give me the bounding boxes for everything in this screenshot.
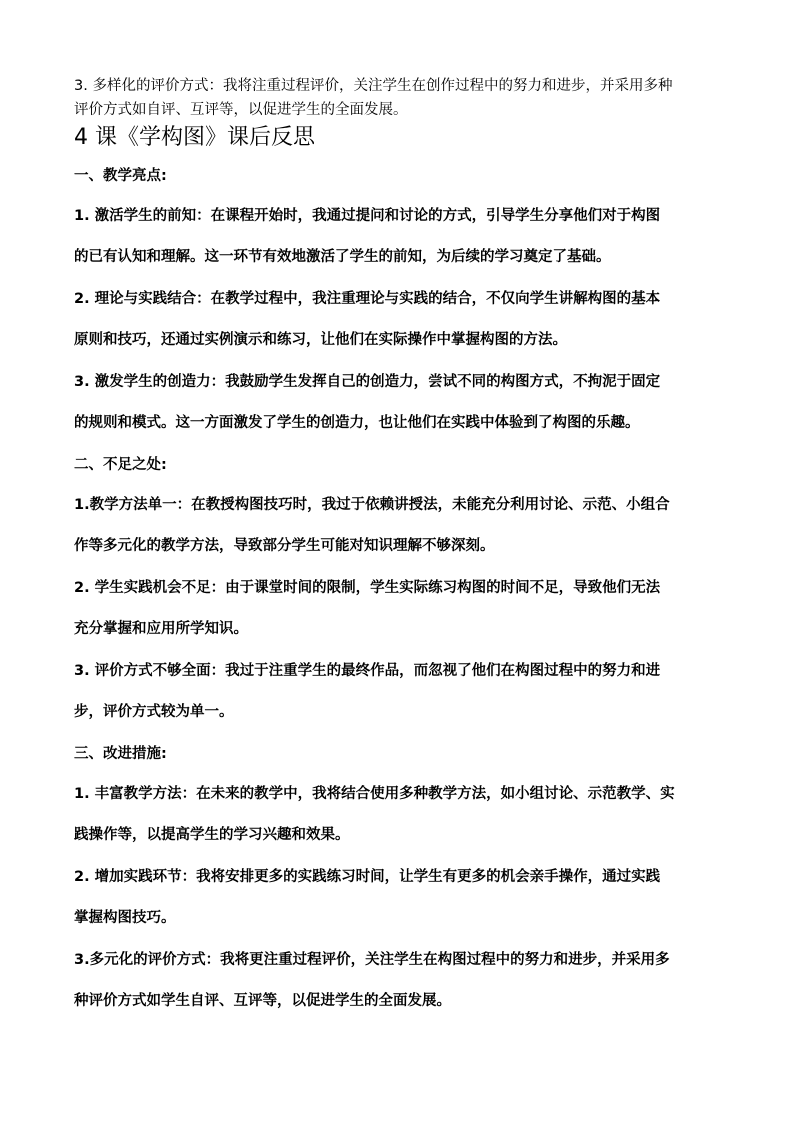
section-heading-highlights: 一、教学亮点: — [74, 168, 167, 184]
section-heading-improvements: 三、改进措施: — [74, 746, 167, 762]
paragraph-line: 3. 评价方式不够全面：我过于注重学生的最终作品，而忽视了他们在构图过程中的努力和进 — [74, 663, 661, 679]
paragraph-line: 1. 丰富教学方法：在未来的教学中，我将结合使用多种教学方法，如小组讨论、示范教学、实 — [74, 786, 675, 802]
paragraph-line: 3. 激发学生的创造力：我鼓励学生发挥自己的创造力，尝试不同的构图方式，不拘泥于固定 — [74, 374, 661, 390]
paragraph-line: 2. 理论与实践结合：在教学过程中，我注重理论与实践的结合，不仅向学生讲解构图的基本 — [74, 291, 661, 307]
paragraph-line: 掌握构图技巧。 — [74, 910, 176, 926]
paragraph-line: 践操作等，以提高学生的学习兴趣和效果。 — [74, 827, 350, 843]
paragraph — [74, 950, 722, 1011]
intro-line-2: 评价方式如自评、互评等，以促进学生的全面发展。 — [74, 102, 408, 118]
document-content — [74, 74, 722, 1033]
paragraph-line: 1. 激活学生的前知：在课程开始时，我通过提问和讨论的方式，引导学生分享他们对于构图 — [74, 208, 661, 224]
paragraph-line: 的已有认知和理解。这一环节有效地激活了学生的前知，为后续的学习奠定了基础。 — [74, 249, 611, 265]
paragraph — [74, 495, 722, 556]
paragraph-line: 原则和技巧，还通过实例演示和练习，让他们在实际操作中掌握构图的方法。 — [74, 332, 567, 348]
paragraph-line: 的规则和模式。这一方面激发了学生的创造力，也让他们在实践中体验到了构图的乐趣。 — [74, 415, 640, 431]
paragraph-line: 作等多元化的教学方法，导致部分学生可能对知识理解不够深刻。 — [74, 538, 495, 554]
paragraph — [74, 661, 722, 722]
paragraph-line: 充分掌握和应用所学知识。 — [74, 621, 248, 637]
paragraph — [74, 289, 722, 350]
paragraph-line: 2. 学生实践机会不足：由于课堂时间的限制，学生实际练习构图的时间不足，导致他们无法 — [74, 580, 661, 596]
paragraph — [74, 784, 722, 845]
document-title: 4 课《学构图》课后反思 — [74, 125, 315, 150]
intro-paragraph — [74, 74, 722, 122]
paragraph-line: 2. 增加实践环节：我将安排更多的实践练习时间，让学生有更多的机会亲手操作，通过实践 — [74, 869, 661, 885]
intro-line-1: 3. 多样化的评价方式：我将注重过程评价，关注学生在创作过程中的努力和进步，并采用多种 — [74, 78, 673, 94]
paragraph-line: 种评价方式如学生自评、互评等，以促进学生的全面发展。 — [74, 993, 451, 1009]
paragraph — [74, 578, 722, 639]
paragraph — [74, 372, 722, 433]
paragraph — [74, 867, 722, 928]
paragraph — [74, 206, 722, 267]
section-heading-shortcomings: 二、不足之处: — [74, 457, 167, 473]
paragraph-line: 3.多元化的评价方式：我将更注重过程评价，关注学生在构图过程中的努力和进步，并采用多 — [74, 952, 670, 968]
paragraph-line: 1.教学方法单一：在教授构图技巧时，我过于依赖讲授法，未能充分利用讨论、示范、小组合 — [74, 497, 670, 513]
paragraph-line: 步，评价方式较为单一。 — [74, 704, 234, 720]
